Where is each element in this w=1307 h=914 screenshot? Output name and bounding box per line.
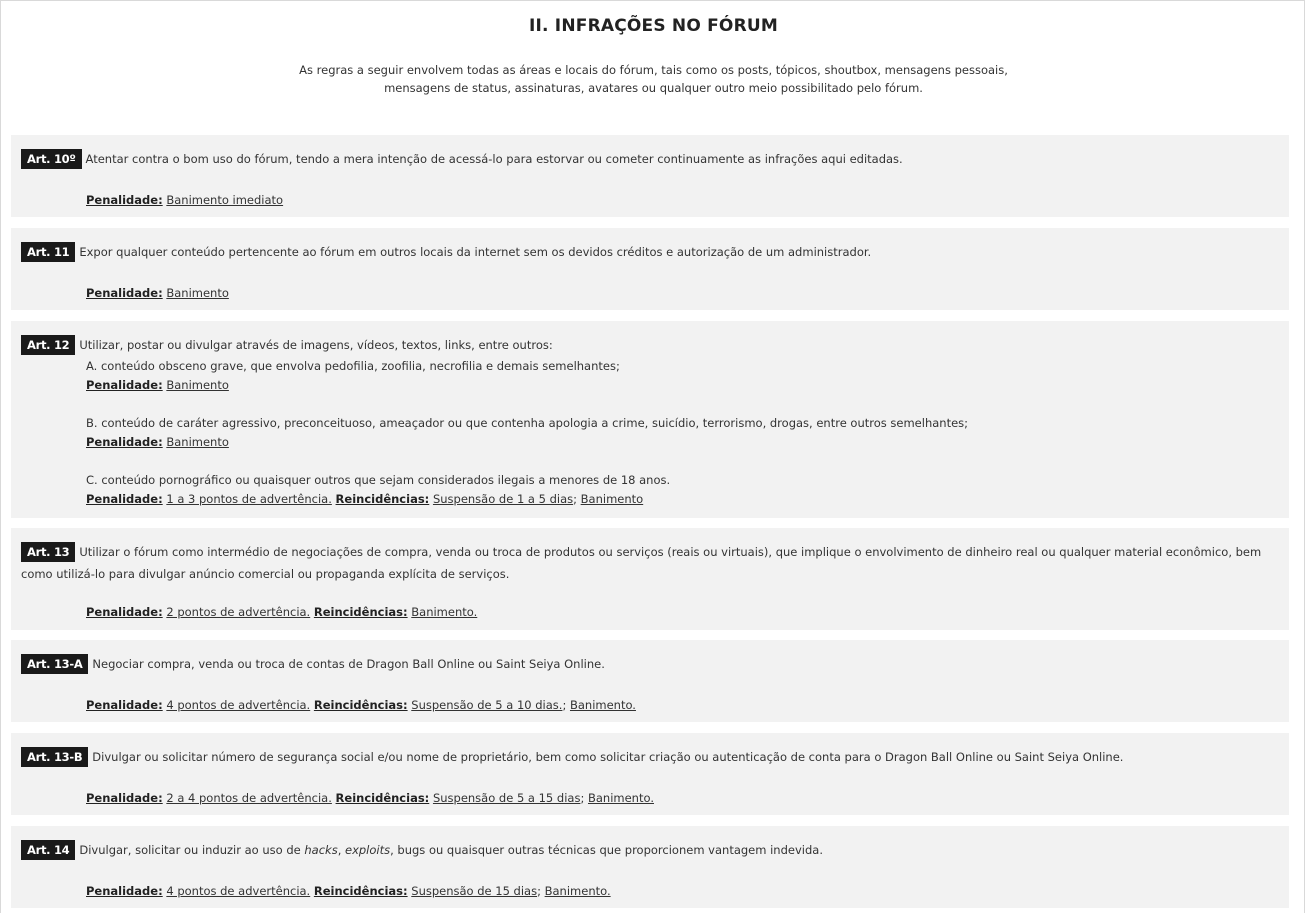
reincidencias-label: Reincidências: <box>313 884 408 898</box>
article-text-row <box>21 839 1279 861</box>
article-tag: Art. 11 <box>21 242 75 262</box>
article-text: Divulgar ou solicitar número de segurança social e/ou nome de proprietário, bem como solicitar criação ou autenticação de conta para o Dragon Ball Online ou Saint Seiya Online. <box>92 750 1124 764</box>
article-text-row <box>21 653 1279 675</box>
article-tag: Art. 13 <box>21 542 75 562</box>
separator: ; <box>562 698 567 712</box>
penalty-row-b <box>86 433 1279 452</box>
reincidencia-value-1: Suspensão de 15 dias <box>411 884 538 898</box>
reincidencias-label: Reincidências: <box>335 492 430 506</box>
penalty-label: Penalidade: <box>86 378 163 392</box>
item-b: B. conteúdo de caráter agressivo, preconceituoso, ameaçador ou que contenha apologia a crime, suicídio, terrorismo, drogas, entre outros semelhantes; <box>86 416 969 430</box>
separator: ; <box>580 791 585 805</box>
penalty-value: 4 pontos de advertência. <box>166 884 311 898</box>
penalty-value: 2 pontos de advertência. <box>166 605 311 619</box>
section-intro <box>0 61 1307 97</box>
penalty-row <box>21 880 1279 902</box>
article-13 <box>11 528 1289 630</box>
article-text-part: Divulgar, solicitar ou induzir ao uso de <box>79 843 301 857</box>
article-text-row <box>21 241 1279 263</box>
article-text-em-exploits: exploits <box>345 843 391 857</box>
separator: ; <box>537 884 541 898</box>
reincidencia-value-2: Banimento <box>580 492 644 506</box>
penalty-row <box>21 694 1279 716</box>
article-text: Atentar contra o bom uso do fórum, tendo a mera intenção de acessá-lo para estorvar ou cometer continuamente as infrações aqui editadas. <box>85 152 903 166</box>
separator: ; <box>573 492 577 506</box>
penalty-row-a <box>86 376 1279 395</box>
article-text-row <box>21 334 1279 356</box>
article-text-comma: , <box>337 843 342 857</box>
article-10 <box>11 135 1289 217</box>
article-tag: Art. 13-B <box>21 747 88 767</box>
article-13b <box>11 733 1289 815</box>
article-text-row <box>21 541 1279 585</box>
penalty-label: Penalidade: <box>86 605 163 619</box>
penalty-value: Banimento <box>166 435 229 449</box>
penalty-label: Penalidade: <box>86 435 163 449</box>
reincidencia-value-1: Suspensão de 5 a 10 dias. <box>411 698 563 712</box>
penalty-label: Penalidade: <box>86 791 163 805</box>
penalty-value: 4 pontos de advertência. <box>166 698 311 712</box>
item-a: A. conteúdo obsceno grave, que envolva pedofilia, zoofilia, necrofilia e demais semelhantes; <box>86 359 620 373</box>
penalty-value: 2 a 4 pontos de advertência. <box>166 791 332 805</box>
penalty-label: Penalidade: <box>86 492 163 506</box>
item-c: C. conteúdo pornográfico ou quaisquer outros que sejam considerados ilegais a menores de 18 anos. <box>86 473 671 487</box>
penalty-label: Penalidade: <box>86 193 163 207</box>
article-text: Utilizar o fórum como intermédio de negociações de compra, venda ou troca de produtos ou serviços (reais ou virtuais), que implique o envolvimento de dinheiro real ou qualquer material econômico, bem como utilizá-lo para divulgar anúncio comercial ou propaganda explícita de serviços. <box>21 545 1262 581</box>
reincidencia-value-1: Banimento. <box>411 605 478 619</box>
article-text-em-hacks: hacks <box>304 843 338 857</box>
penalty-label: Penalidade: <box>86 884 163 898</box>
article-tag: Art. 10º <box>21 149 82 169</box>
reincidencia-value-1: Suspensão de 1 a 5 dias <box>432 492 574 506</box>
reincidencias-label: Reincidências: <box>313 698 408 712</box>
penalty-row <box>21 282 1279 304</box>
penalty-label: Penalidade: <box>86 698 163 712</box>
reincidencia-value-2: Banimento. <box>544 884 611 898</box>
article-text-row <box>21 746 1279 768</box>
penalty-value: Banimento <box>166 286 229 300</box>
reincidencia-value-2: Banimento. <box>587 791 654 805</box>
article-tag: Art. 13-A <box>21 654 88 674</box>
penalty-label: Penalidade: <box>86 286 163 300</box>
article-tag: Art. 12 <box>21 335 75 355</box>
penalty-value: Banimento imediato <box>166 193 284 207</box>
reincidencias-label: Reincidências: <box>313 605 408 619</box>
article-12 <box>11 321 1289 518</box>
intro-line-1: As regras a seguir envolvem todas as áreas e locais do fórum, tais como os posts, tópicos, shoutbox, mensagens pessoais, <box>299 63 1008 77</box>
penalty-row <box>21 601 1279 623</box>
reincidencias-label: Reincidências: <box>335 791 430 805</box>
article-text-row <box>21 148 1279 170</box>
article-text-rest: , bugs ou quaisquer outras técnicas que proporcionem vantagem indevida. <box>390 843 823 857</box>
intro-line-2: mensagens de status, assinaturas, avatares ou qualquer outro meio possibilitado pelo fórum. <box>384 81 923 95</box>
article-14 <box>11 826 1289 908</box>
penalty-row <box>21 787 1279 809</box>
penalty-value: Banimento <box>166 378 229 392</box>
reincidencia-value-2: Banimento. <box>569 698 636 712</box>
reincidencia-value-1: Suspensão de 5 a 15 dias <box>432 791 581 805</box>
article-text: Utilizar, postar ou divulgar através de imagens, vídeos, textos, links, entre outros: <box>79 338 553 352</box>
penalty-value: 1 a 3 pontos de advertência. <box>166 492 332 506</box>
article-items <box>21 357 1279 509</box>
section-title: II. INFRAÇÕES NO FÓRUM <box>528 16 779 36</box>
article-11 <box>11 228 1289 310</box>
article-13a <box>11 640 1289 722</box>
penalty-row-c <box>86 490 1279 509</box>
article-text: Expor qualquer conteúdo pertencente ao fórum em outros locais da internet sem os devidos créditos e autorização de um administrador. <box>79 245 872 259</box>
penalty-row <box>21 189 1279 211</box>
article-tag: Art. 14 <box>21 840 75 860</box>
article-text: Negociar compra, venda ou troca de contas de Dragon Ball Online ou Saint Seiya Online. <box>92 657 605 671</box>
